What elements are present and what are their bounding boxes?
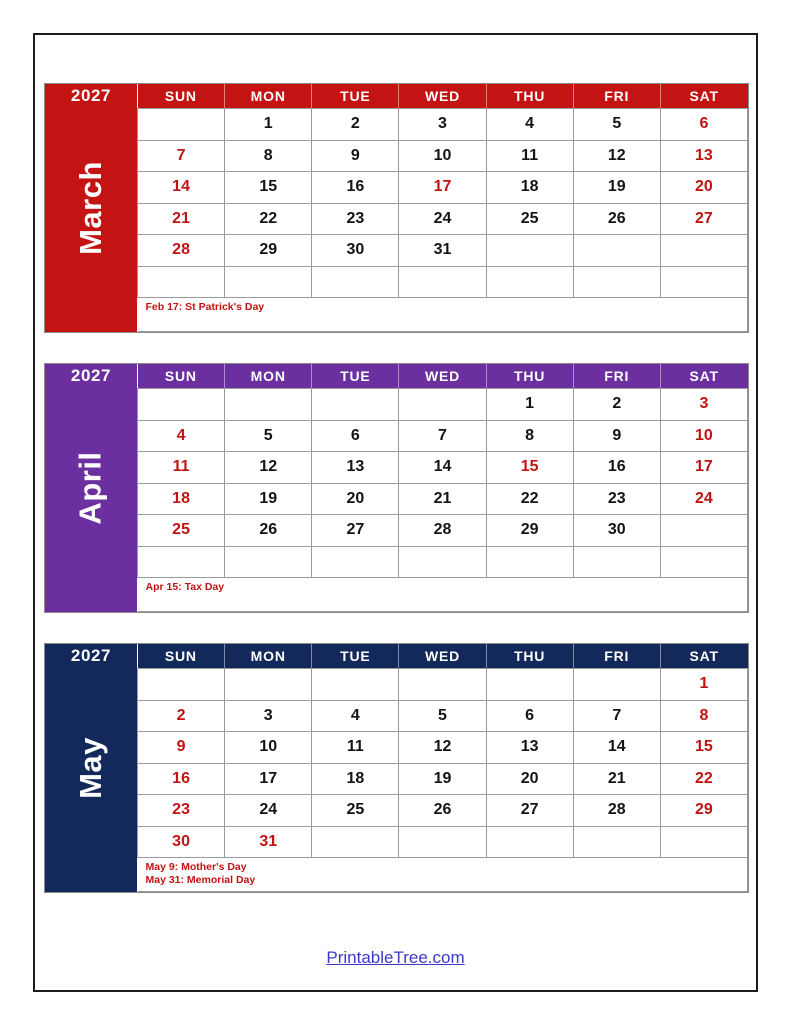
day-cell-empty (486, 669, 573, 701)
month-block-april (44, 363, 749, 613)
weekday-header-sun: SUN (138, 84, 225, 109)
day-cell: 10 (399, 140, 486, 172)
day-cell: 15 (660, 732, 747, 764)
printabletree-link[interactable]: PrintableTree.com (326, 948, 465, 967)
day-cell-empty (399, 669, 486, 701)
day-cell: 19 (573, 172, 660, 204)
day-cell-empty (312, 266, 399, 298)
day-cell: 28 (573, 795, 660, 827)
day-cell: 1 (660, 669, 747, 701)
day-cell: 14 (573, 732, 660, 764)
day-cell: 7 (399, 420, 486, 452)
week-row (138, 732, 748, 764)
day-cell: 7 (573, 700, 660, 732)
week-row (138, 266, 748, 298)
day-cell: 17 (399, 172, 486, 204)
day-cell: 26 (225, 515, 312, 547)
day-cell: 19 (399, 763, 486, 795)
day-cell: 9 (312, 140, 399, 172)
day-cell: 9 (573, 420, 660, 452)
holiday-notes-row (138, 858, 748, 892)
week-row (138, 203, 748, 235)
day-cell: 9 (138, 732, 225, 764)
week-row (138, 763, 748, 795)
day-cell-empty (573, 235, 660, 267)
day-cell: 23 (312, 203, 399, 235)
week-row (138, 795, 748, 827)
day-cell: 31 (225, 826, 312, 858)
footer (35, 948, 756, 968)
weekday-header-sat: SAT (689, 648, 719, 664)
weekday-header-fri: FRI (573, 84, 660, 109)
weekday-header-mon: MON (225, 644, 312, 669)
weekday-header-wed: WED (399, 364, 486, 389)
day-cell-empty (399, 546, 486, 578)
day-cell-empty (486, 266, 573, 298)
weekday-header-thu: THU (486, 644, 573, 669)
day-cell: 6 (486, 700, 573, 732)
day-cell: 17 (660, 452, 747, 484)
day-cell: 28 (138, 235, 225, 267)
holiday-notes-row (138, 578, 748, 612)
month-name-label: April (73, 451, 108, 525)
day-cell-empty (399, 266, 486, 298)
week-row (138, 700, 748, 732)
week-row (138, 389, 748, 421)
calendar-table-april (137, 364, 748, 612)
day-cell: 4 (312, 700, 399, 732)
day-cell: 22 (486, 483, 573, 515)
weekday-header-mon: MON (225, 84, 312, 109)
day-cell: 30 (312, 235, 399, 267)
week-row (138, 172, 748, 204)
day-cell: 6 (660, 109, 747, 141)
day-cell: 22 (225, 203, 312, 235)
day-cell: 30 (573, 515, 660, 547)
week-row (138, 669, 748, 701)
day-cell: 5 (225, 420, 312, 452)
weekday-header-sat: SAT (689, 368, 719, 384)
day-cell: 11 (312, 732, 399, 764)
day-cell-empty (486, 546, 573, 578)
day-cell: 1 (486, 389, 573, 421)
day-cell-empty (312, 669, 399, 701)
day-cell-empty (486, 826, 573, 858)
holiday-note: Apr 15: Tax Day (145, 581, 225, 593)
month-spine-march (45, 84, 137, 332)
day-cell: 22 (660, 763, 747, 795)
day-cell: 14 (399, 452, 486, 484)
month-grid-may (70, 644, 748, 892)
day-cell-empty (138, 266, 225, 298)
day-cell: 8 (486, 420, 573, 452)
day-cell: 31 (399, 235, 486, 267)
day-cell: 10 (225, 732, 312, 764)
weekday-header-row (138, 84, 748, 109)
day-cell-empty (138, 389, 225, 421)
day-cell: 21 (399, 483, 486, 515)
holiday-notes-cell (138, 858, 748, 892)
day-cell: 18 (312, 763, 399, 795)
day-cell: 23 (573, 483, 660, 515)
holiday-note: May 31: Memorial Day (145, 874, 256, 886)
week-row (138, 109, 748, 141)
weekday-header-tue: TUE (312, 84, 399, 109)
week-row (138, 235, 748, 267)
day-cell: 23 (138, 795, 225, 827)
week-row (138, 546, 748, 578)
day-cell: 17 (225, 763, 312, 795)
day-cell: 2 (312, 109, 399, 141)
day-cell: 10 (660, 420, 747, 452)
day-cell: 25 (486, 203, 573, 235)
day-cell-empty (312, 389, 399, 421)
day-cell: 19 (225, 483, 312, 515)
weekday-header-row (138, 364, 748, 389)
day-cell: 20 (486, 763, 573, 795)
holiday-notes-row (138, 298, 748, 332)
day-cell-empty (399, 826, 486, 858)
day-cell-empty (660, 515, 747, 547)
day-cell: 28 (399, 515, 486, 547)
day-cell-empty (399, 389, 486, 421)
day-cell: 21 (573, 763, 660, 795)
day-cell: 25 (138, 515, 225, 547)
day-cell: 12 (225, 452, 312, 484)
day-cell-empty (138, 546, 225, 578)
month-spine-may (45, 644, 137, 892)
day-cell: 25 (312, 795, 399, 827)
day-cell-empty (138, 109, 225, 141)
weekday-header-fri: FRI (573, 644, 660, 669)
day-cell: 15 (225, 172, 312, 204)
day-cell: 15 (486, 452, 573, 484)
day-cell: 20 (312, 483, 399, 515)
day-cell: 5 (573, 109, 660, 141)
day-cell: 21 (138, 203, 225, 235)
holiday-note: May 9: Mother's Day (145, 861, 247, 873)
day-cell: 11 (138, 452, 225, 484)
weekday-header-tue: TUE (312, 364, 399, 389)
day-cell: 16 (312, 172, 399, 204)
day-cell-empty (660, 235, 747, 267)
day-cell: 18 (138, 483, 225, 515)
day-cell: 29 (660, 795, 747, 827)
day-cell: 13 (312, 452, 399, 484)
day-cell: 20 (660, 172, 747, 204)
weekday-header-sun: SUN (138, 644, 225, 669)
month-block-may (44, 643, 749, 893)
day-cell-empty (138, 669, 225, 701)
day-cell: 27 (486, 795, 573, 827)
day-cell: 13 (486, 732, 573, 764)
day-cell-empty (312, 546, 399, 578)
weekday-header-mon: MON (225, 364, 312, 389)
day-cell: 3 (399, 109, 486, 141)
day-cell: 24 (660, 483, 747, 515)
weekday-header-row (138, 644, 748, 669)
day-cell: 18 (486, 172, 573, 204)
weekday-header-wed: WED (399, 84, 486, 109)
holiday-note: Feb 17: St Patrick's Day (145, 301, 265, 313)
calendar-sheet (44, 83, 749, 943)
day-cell: 1 (225, 109, 312, 141)
holiday-notes-cell (138, 298, 748, 332)
weekday-header-sat: SAT (689, 88, 719, 104)
day-cell: 26 (573, 203, 660, 235)
day-cell: 3 (660, 389, 747, 421)
month-block-march (44, 83, 749, 333)
day-cell-empty (573, 546, 660, 578)
day-cell-empty (225, 389, 312, 421)
day-cell-empty (660, 546, 747, 578)
day-cell: 29 (225, 235, 312, 267)
day-cell: 7 (138, 140, 225, 172)
month-spine-april (45, 364, 137, 612)
weekday-header-fri: FRI (573, 364, 660, 389)
week-row (138, 420, 748, 452)
day-cell-empty (573, 826, 660, 858)
day-cell: 26 (399, 795, 486, 827)
day-cell: 30 (138, 826, 225, 858)
day-cell-empty (225, 546, 312, 578)
day-cell: 16 (138, 763, 225, 795)
day-cell-empty (573, 669, 660, 701)
weekday-header-wed: WED (399, 644, 486, 669)
week-row (138, 140, 748, 172)
day-cell: 12 (399, 732, 486, 764)
year-label-march: 2027 (45, 84, 137, 108)
day-cell: 27 (312, 515, 399, 547)
year-label-april: 2027 (45, 364, 137, 388)
day-cell-empty (486, 235, 573, 267)
week-row (138, 515, 748, 547)
day-cell: 29 (486, 515, 573, 547)
day-cell-empty (660, 266, 747, 298)
day-cell: 11 (486, 140, 573, 172)
day-cell-empty (573, 266, 660, 298)
calendar-table-may (137, 644, 748, 892)
day-cell: 2 (573, 389, 660, 421)
day-cell: 2 (138, 700, 225, 732)
month-name-label: March (73, 161, 108, 255)
day-cell: 4 (138, 420, 225, 452)
holiday-notes-cell (138, 578, 748, 612)
day-cell: 16 (573, 452, 660, 484)
day-cell: 8 (660, 700, 747, 732)
weekday-header-thu: THU (486, 364, 573, 389)
year-label-may: 2027 (45, 644, 137, 668)
weekday-header-thu: THU (486, 84, 573, 109)
day-cell: 24 (225, 795, 312, 827)
day-cell: 3 (225, 700, 312, 732)
day-cell: 12 (573, 140, 660, 172)
day-cell-empty (312, 826, 399, 858)
day-cell: 4 (486, 109, 573, 141)
day-cell: 6 (312, 420, 399, 452)
day-cell: 13 (660, 140, 747, 172)
months-container (44, 83, 749, 893)
week-row (138, 483, 748, 515)
page-frame (33, 33, 758, 992)
week-row (138, 452, 748, 484)
day-cell: 24 (399, 203, 486, 235)
day-cell-empty (225, 669, 312, 701)
weekday-header-tue: TUE (312, 644, 399, 669)
month-name-label: May (73, 737, 108, 799)
calendar-table-march (137, 84, 748, 332)
week-row (138, 826, 748, 858)
weekday-header-sun: SUN (138, 364, 225, 389)
day-cell-empty (660, 826, 747, 858)
day-cell: 27 (660, 203, 747, 235)
day-cell: 5 (399, 700, 486, 732)
day-cell: 8 (225, 140, 312, 172)
day-cell: 14 (138, 172, 225, 204)
day-cell-empty (225, 266, 312, 298)
